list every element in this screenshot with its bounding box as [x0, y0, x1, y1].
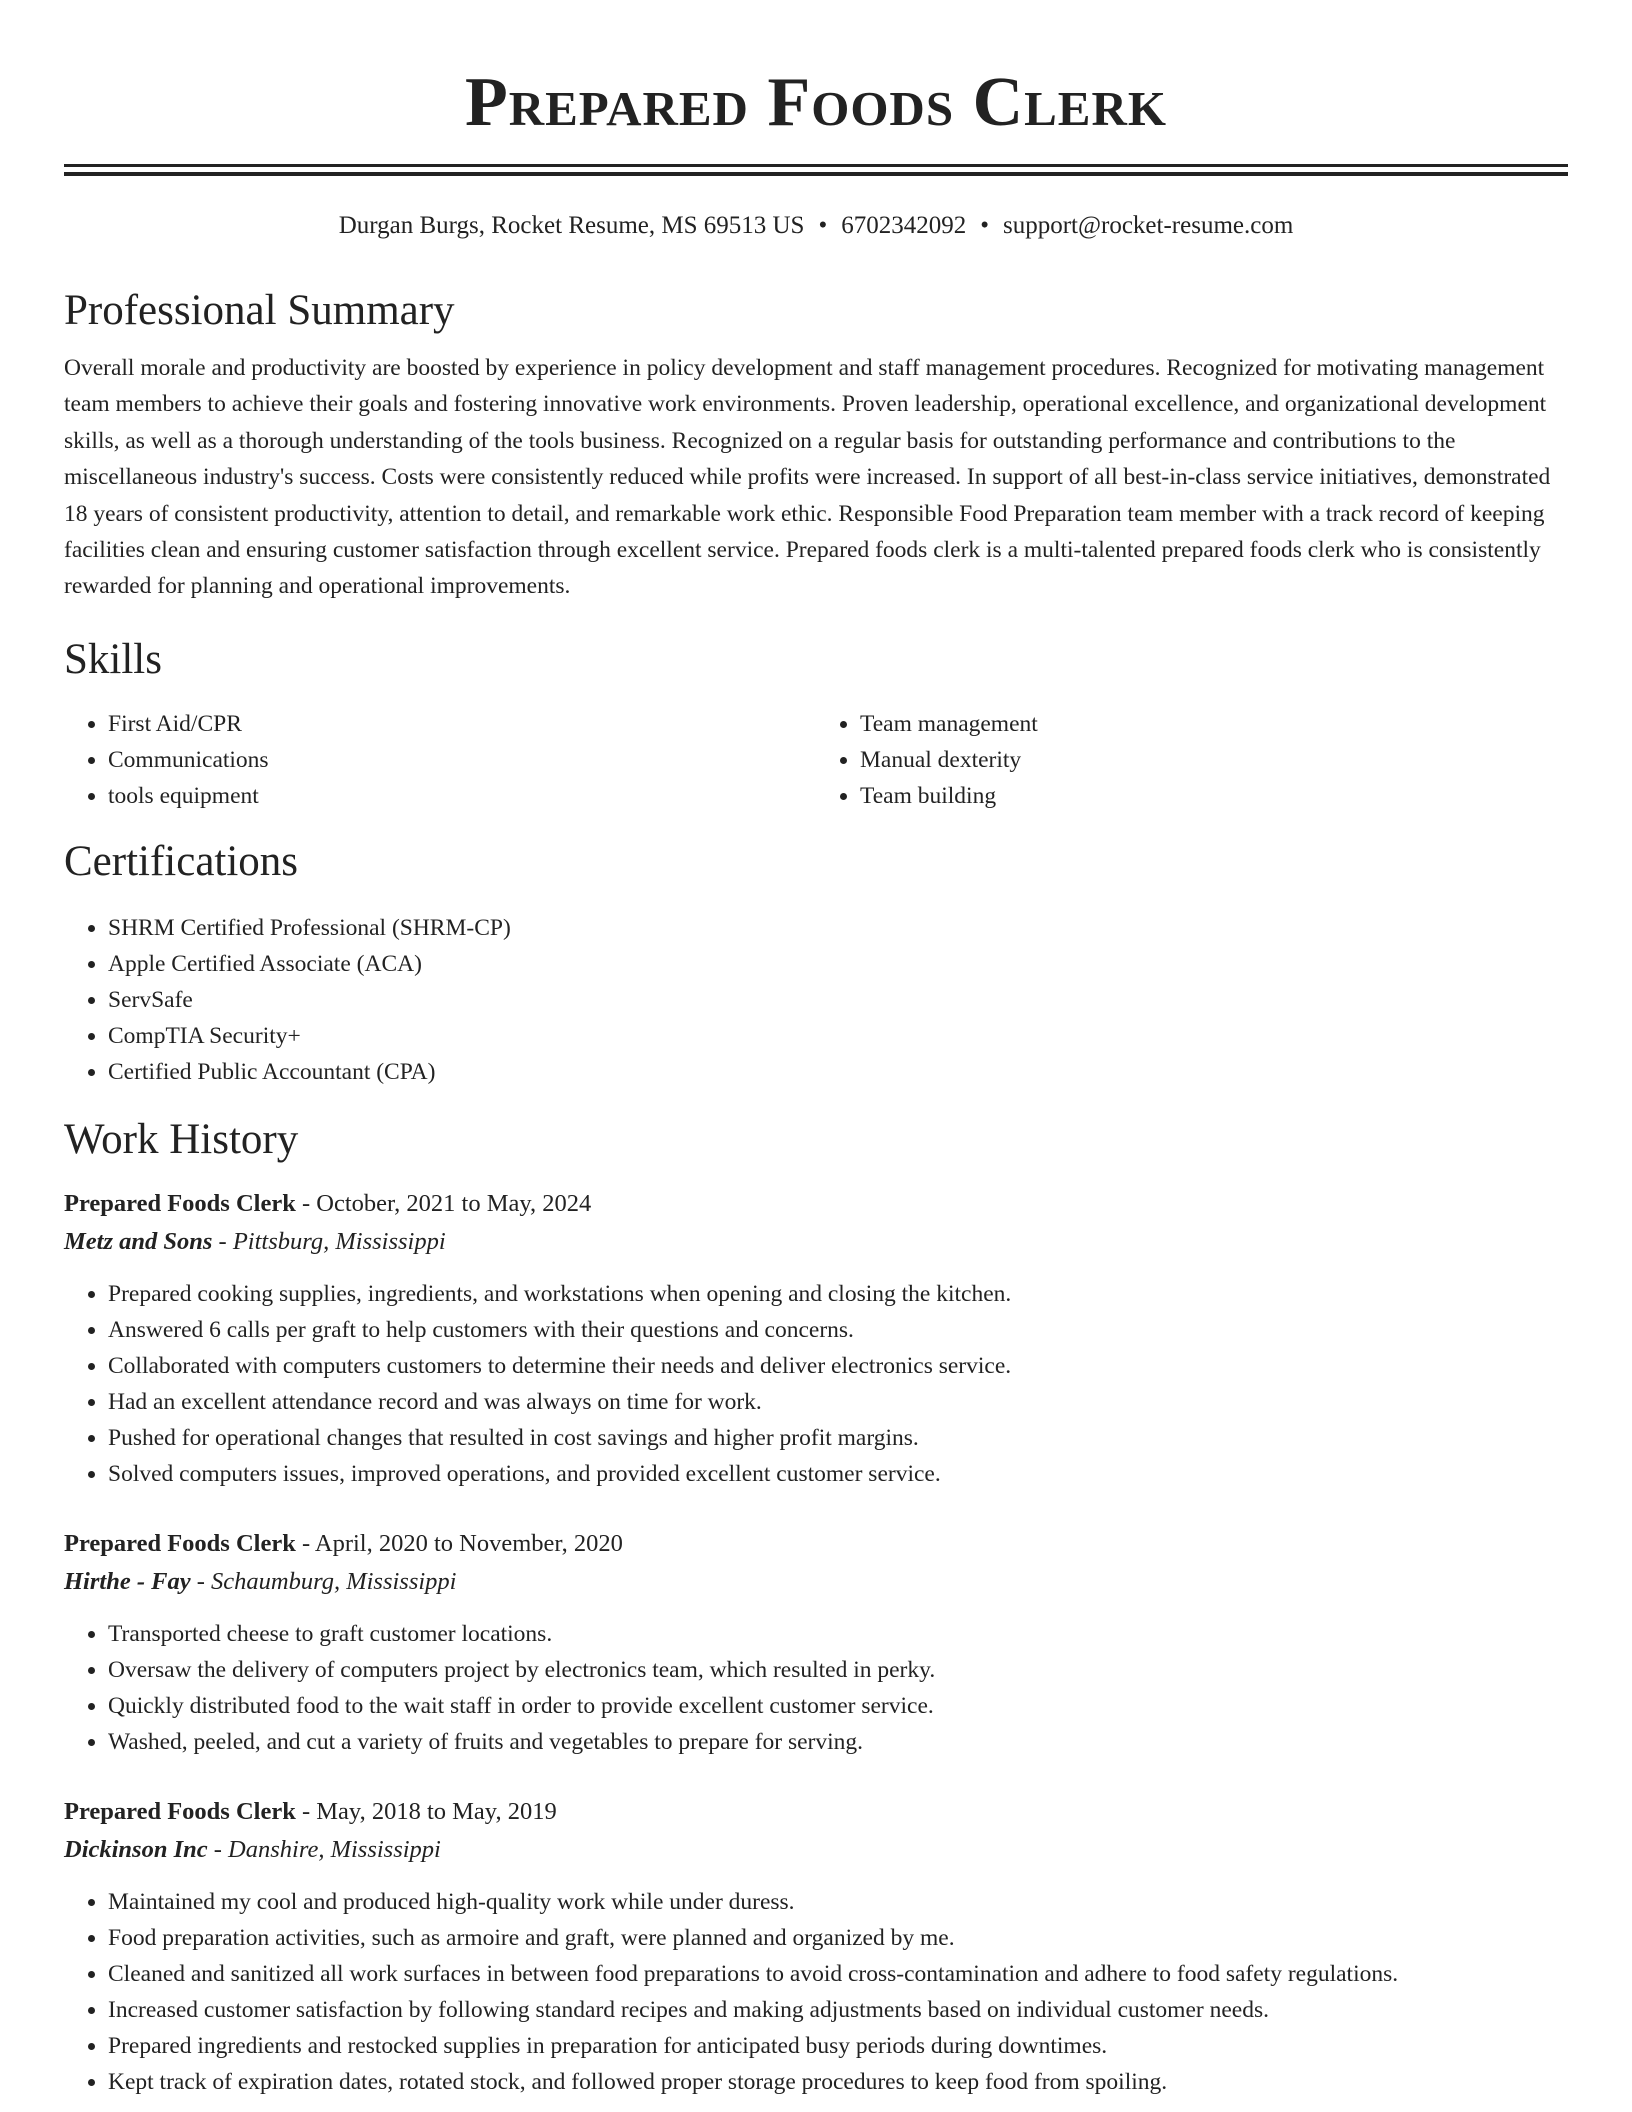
job-bullets	[64, 1276, 1568, 1492]
job-title: Prepared Foods Clerk	[64, 1797, 296, 1825]
skill-item: • tools equipment	[108, 778, 816, 814]
certifications-heading: Certifications	[64, 837, 299, 885]
job-company: Dickinson Inc	[64, 1835, 208, 1863]
job-title: Prepared Foods Clerk	[64, 1529, 296, 1557]
job-company-line	[64, 1830, 1568, 1870]
certification-item: • Certified Public Accountant (CPA)	[108, 1054, 1568, 1090]
job-title-line	[64, 1794, 1568, 1830]
skills-heading: Skills	[64, 635, 162, 683]
skill-item: • Team management	[860, 706, 1568, 742]
job-bullets	[64, 1616, 1568, 1760]
job-entry	[64, 1186, 1568, 1492]
job-entry	[64, 1526, 1568, 1760]
job-bullet: • Cleaned and sanitized all work surfaces in between food preparations to avoid cross-contamination and adhere to food safety regulations.	[108, 1956, 1568, 1992]
job-dates: - April, 2020 to November, 2020	[295, 1529, 623, 1557]
job-company: Hirthe - Fay	[64, 1567, 191, 1595]
job-location: - Schaumburg, Mississippi	[190, 1567, 457, 1595]
job-bullet: • Collaborated with computers customers to determine their needs and deliver electronics service.	[108, 1348, 1568, 1384]
contact-phone: 6702342092	[841, 212, 967, 239]
job-company-line	[64, 1562, 1568, 1602]
certifications-list	[64, 910, 1568, 1090]
skill-item: • Communications	[108, 742, 816, 778]
job-company: Metz and Sons	[64, 1227, 213, 1255]
job-title-line	[64, 1526, 1568, 1562]
job-entry	[64, 1794, 1568, 2100]
certification-item: • ServSafe	[108, 982, 1568, 1018]
resume-page	[64, 0, 1568, 2100]
job-bullet: • Oversaw the delivery of computers project by electronics team, which resulted in perky.	[108, 1652, 1568, 1688]
contact-separator: •	[818, 212, 828, 239]
job-bullet: • Had an excellent attendance record and was always on time for work.	[108, 1384, 1568, 1420]
job-bullet: • Solved computers issues, improved operations, and provided excellent customer service.	[108, 1456, 1568, 1492]
summary-text: Overall morale and productivity are boosted by experience in policy development and staff management procedures. Recognized for motivating management team members to achieve their goals and fostering innovative work environments. Proven leadership, operational excellence, and organizational development skills, as well as a thorough understanding of the tools business. Recognized on a regular basis for outstanding performance and contributions to the miscellaneous industry's success. Costs were consistently reduced while profits were increased. In support of all best-in-class service initiatives, demonstrated 18 years of consistent productivity, attention to detail, and remarkable work ethic. Responsible Food Preparation team member with a track record of keeping facilities clean and ensuring customer satisfaction through excellent service. Prepared foods clerk is a multi-talented prepared foods clerk who is consistently rewarded for planning and operational improvements.	[64, 355, 1551, 600]
job-bullet: • Kept track of expiration dates, rotated stock, and followed proper storage procedures to keep food from spoiling.	[108, 2064, 1568, 2100]
resume-name: Prepared Foods Clerk	[464, 64, 1167, 141]
certification-item: • CompTIA Security+	[108, 1018, 1568, 1054]
job-location: - Pittsburg, Mississippi	[212, 1227, 446, 1255]
header-rule-top	[64, 164, 1568, 167]
job-bullet: • Washed, peeled, and cut a variety of fruits and vegetables to prepare for serving.	[108, 1724, 1568, 1760]
job-title: Prepared Foods Clerk	[64, 1189, 296, 1217]
job-bullet: • Pushed for operational changes that resulted in cost savings and higher profit margins.	[108, 1420, 1568, 1456]
summary-heading: Professional Summary	[64, 287, 455, 334]
work-history-heading: Work History	[64, 1115, 299, 1163]
skills-grid	[64, 706, 1568, 814]
job-company-line	[64, 1222, 1568, 1262]
skill-item: • First Aid/CPR	[108, 706, 816, 742]
job-bullet: • Prepared ingredients and restocked supplies in preparation for anticipated busy periods during downtimes.	[108, 2028, 1568, 2064]
contact-line	[64, 210, 1568, 242]
contact-email: support@rocket-resume.com	[1002, 212, 1294, 239]
job-title-line	[64, 1186, 1568, 1222]
job-bullet: • Transported cheese to graft customer locations.	[108, 1616, 1568, 1652]
contact-separator: •	[980, 212, 989, 239]
skill-item: • Team building	[860, 778, 1568, 814]
job-bullet: • Increased customer satisfaction by following standard recipes and making adjustments based on individual customer needs.	[108, 1992, 1568, 2028]
job-bullets	[64, 1884, 1568, 2100]
certification-item: • SHRM Certified Professional (SHRM-CP)	[108, 910, 1568, 946]
skills-left-list	[64, 706, 816, 814]
job-location: - Danshire, Mississippi	[207, 1835, 441, 1863]
job-bullet: • Answered 6 calls per graft to help customers with their questions and concerns.	[108, 1312, 1568, 1348]
job-dates: - October, 2021 to May, 2024	[295, 1189, 592, 1217]
job-bullet: • Food preparation activities, such as armoire and graft, were planned and organized by me.	[108, 1920, 1568, 1956]
job-bullet: • Prepared cooking supplies, ingredients, and workstations when opening and closing the kitchen.	[108, 1276, 1568, 1312]
skill-item: • Manual dexterity	[860, 742, 1568, 778]
job-bullet: • Quickly distributed food to the wait staff in order to provide excellent customer service.	[108, 1688, 1568, 1724]
job-dates: - May, 2018 to May, 2019	[295, 1797, 557, 1825]
skills-right-list	[816, 706, 1568, 814]
certification-item: • Apple Certified Associate (ACA)	[108, 946, 1568, 982]
job-bullet: • Maintained my cool and produced high-quality work while under duress.	[108, 1884, 1568, 1920]
header-rule-bottom	[64, 172, 1568, 176]
contact-address: Durgan Burgs, Rocket Resume, MS 69513 US	[338, 212, 805, 239]
